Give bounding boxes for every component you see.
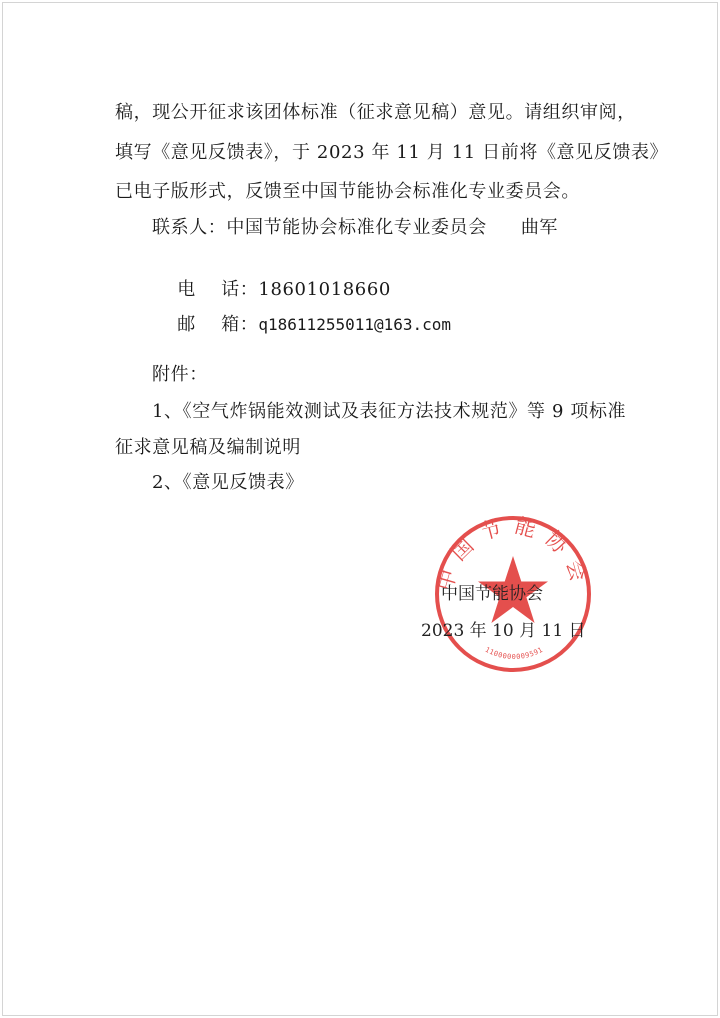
seal-org-text: 中国节能协会 (432, 513, 594, 594)
attachment-item-2: 2、《意见反馈表》 (152, 472, 304, 493)
seal-code-text: 1100000009591 (483, 645, 545, 661)
signature-org: 中国节能协会 (441, 584, 543, 604)
contact-person-name: 曲军 (520, 217, 559, 238)
contact-person-row (152, 216, 558, 240)
contact-person-label: 联系人： (152, 217, 227, 238)
body-line-3: 已电子版形式，反馈至中国节能协会标准化专业委员会。 (115, 181, 580, 202)
attachment-item-1-line-2: 征求意见稿及编制说明 (115, 437, 301, 458)
contact-email-row (152, 289, 451, 361)
body-line-2: 填写《意见反馈表》，于 2023 年 11 月 11 日前将《意见反馈表》 (115, 142, 669, 163)
attachments-heading: 附件： (152, 364, 208, 385)
contact-phone-value: 18601018660 (258, 279, 391, 300)
contact-email-label: 邮 箱： (177, 314, 259, 335)
attachment-item-1-line-1: 1、《空气炸锅能效测试及表征方法技术规范》等 9 项标准 (152, 401, 627, 422)
contact-person-org: 中国节能协会标准化专业委员会 (226, 217, 487, 238)
contact-phone-label: 电 话： (177, 279, 259, 300)
body-line-1: 稿，现公开征求该团体标准（征求意见稿）意见。请组织审阅， (115, 102, 636, 123)
signature-date: 2023 年 10 月 11 日 (421, 621, 586, 641)
contact-email-value: q18611255011@163.com (258, 315, 452, 334)
